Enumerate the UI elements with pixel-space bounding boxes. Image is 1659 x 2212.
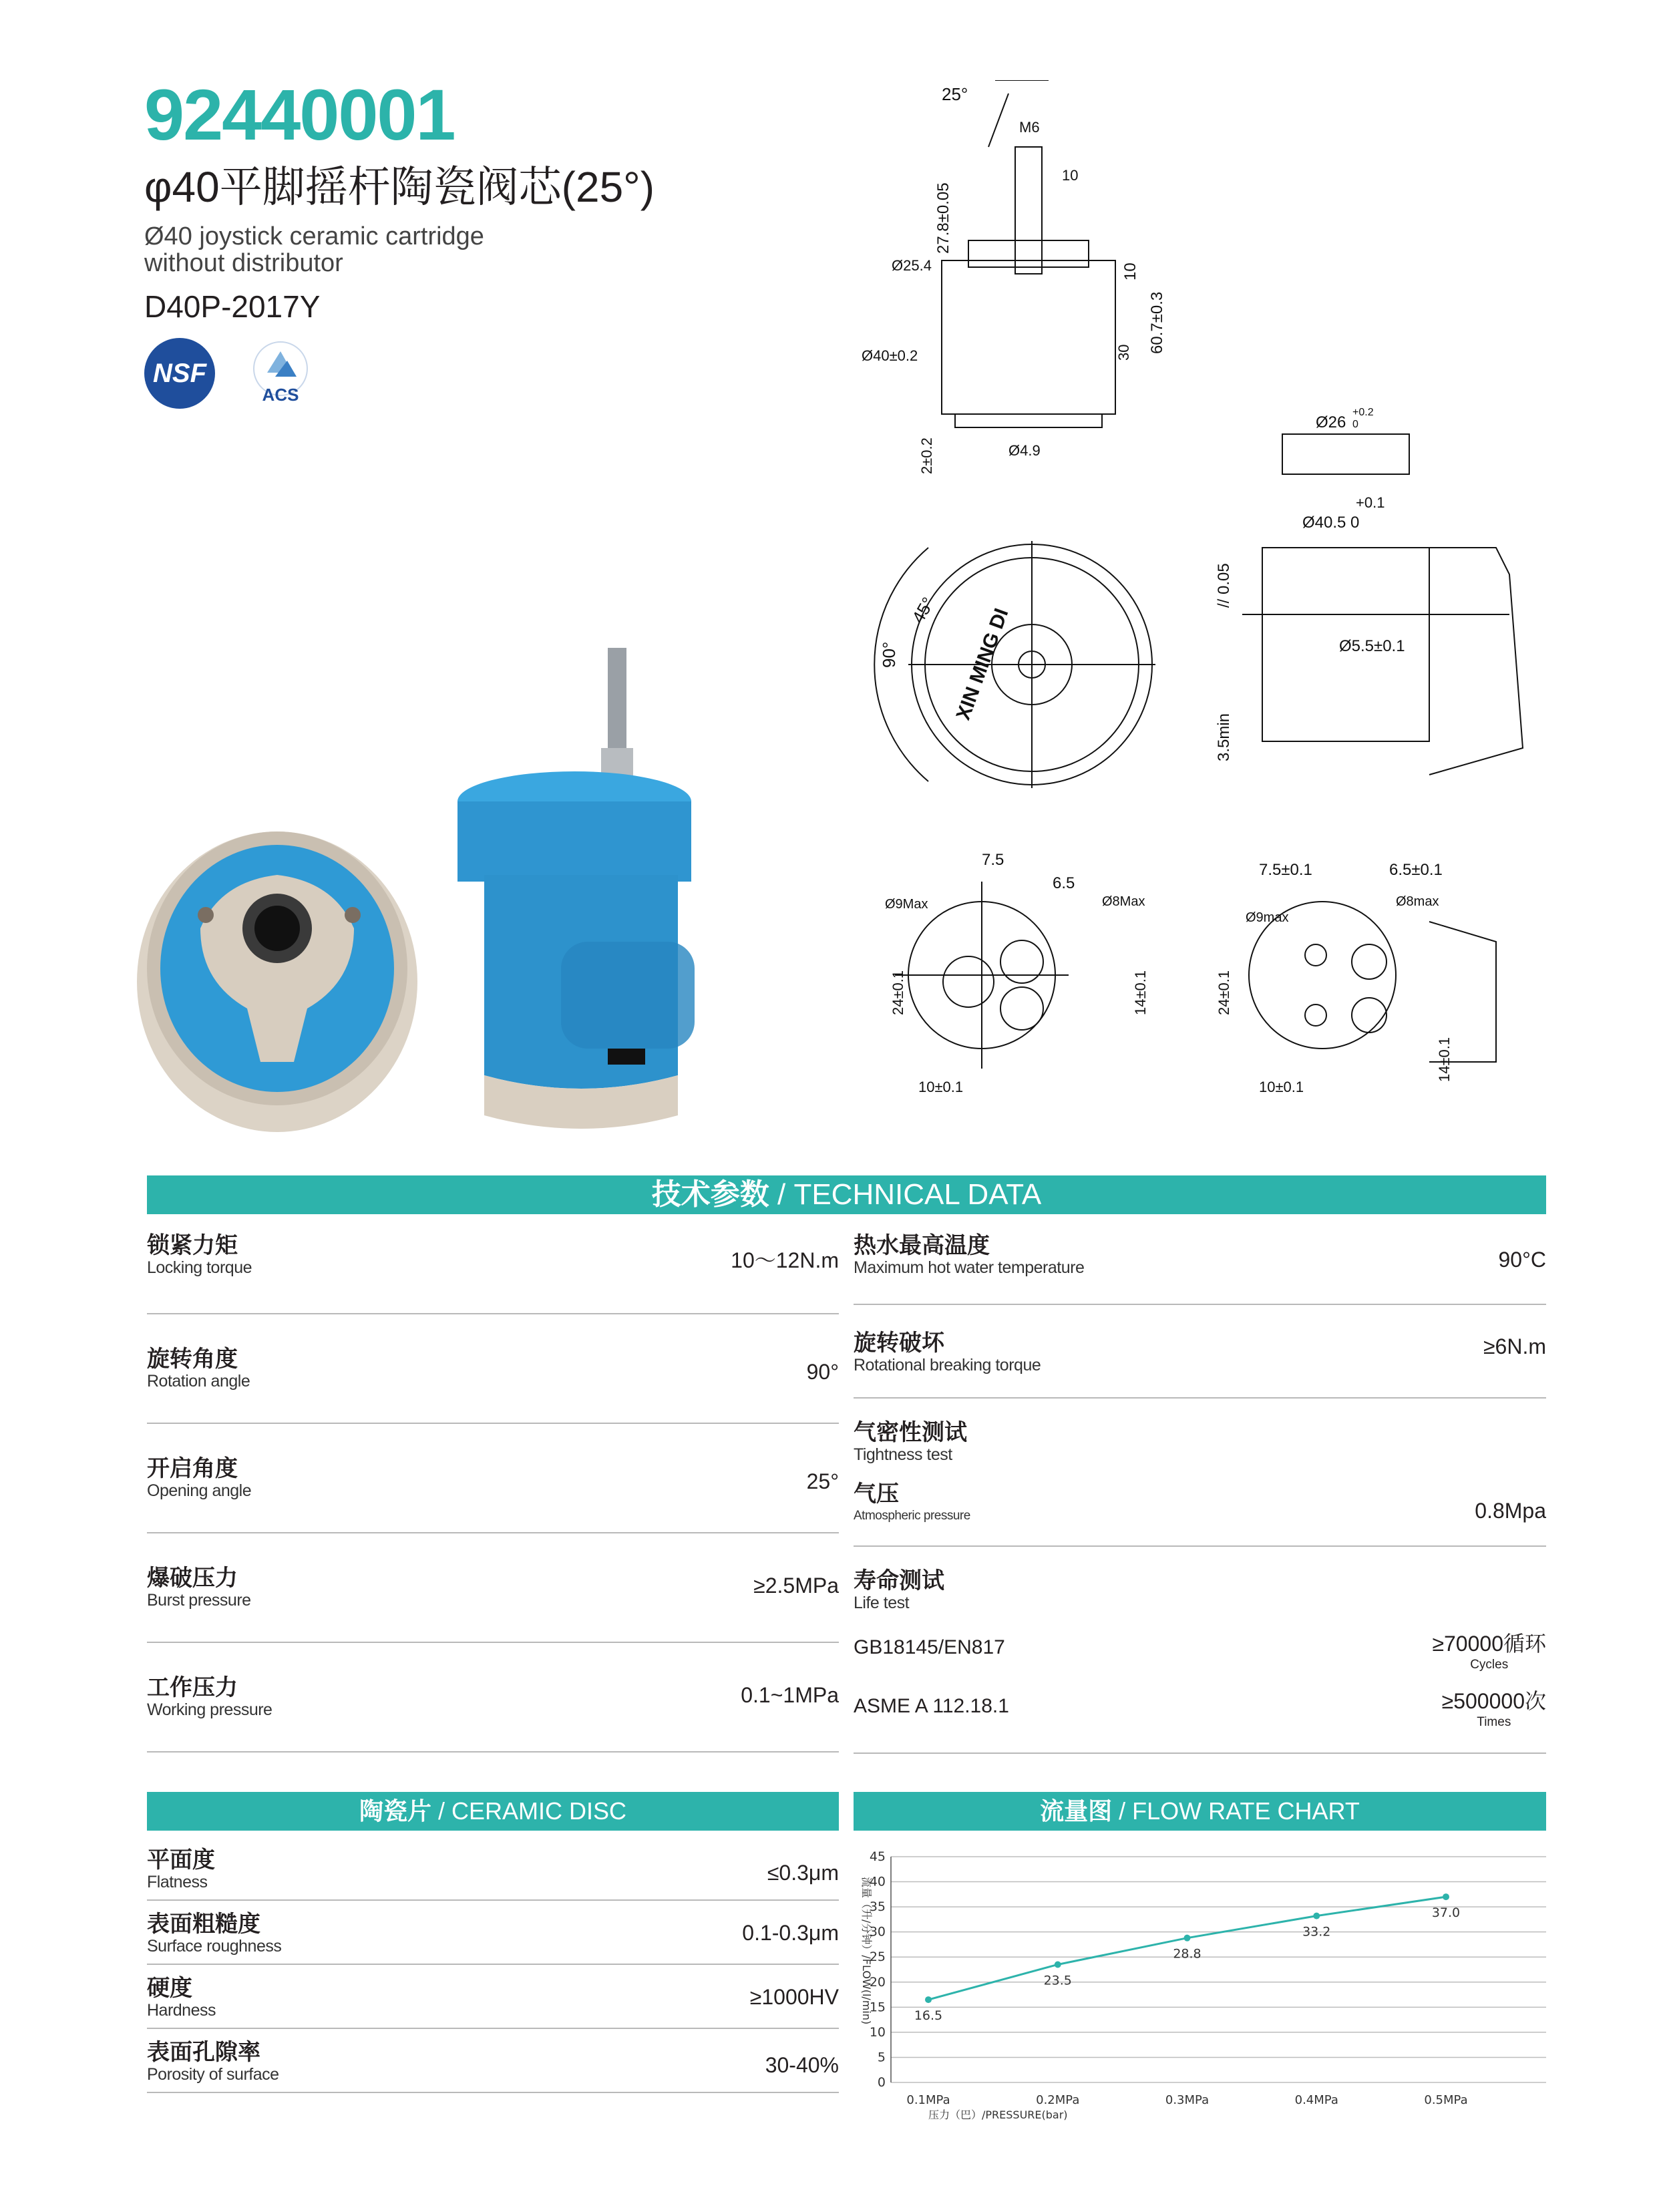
ceramic-label-cn: 平面度 <box>147 1847 215 1873</box>
ceramic-row-hardness <box>147 1965 839 2028</box>
chart-y-tick-label: 0 <box>877 2075 886 2090</box>
ceramic-disc-band-en: CERAMIC DISC <box>451 1797 627 1825</box>
ceramic-value: 0.1-0.3μm <box>742 1921 839 1945</box>
tech-sublabel-en: Atmospheric pressure <box>854 1509 970 1523</box>
bottom-9max: Ø9Max <box>885 897 928 912</box>
life-test-standard-asme: ASME A 112.18.1 <box>854 1695 1009 1717</box>
product-title-cn: φ40平脚摇杆陶瓷阀芯(25°) <box>144 163 655 211</box>
tech-row-locking-torque <box>147 1233 839 1313</box>
bottom-8max: Ø8Max <box>1102 894 1145 909</box>
technical-data-band-en: TECHNICAL DATA <box>793 1178 1042 1211</box>
tech-row-tightness-test <box>854 1399 1546 1545</box>
chart-data-label: 33.2 <box>1302 1924 1331 1940</box>
chart-y-tick-label: 20 <box>869 1974 886 1990</box>
ceramic-label-en: Porosity of surface <box>147 2065 279 2084</box>
product-title-en-line2: without distributor <box>144 249 343 277</box>
tech-left-column <box>147 1233 839 1753</box>
tech-label-cn: 工作压力 <box>147 1675 238 1700</box>
chart-data-label: 23.5 <box>1043 1973 1072 1988</box>
bottom-7-5: 7.5 <box>982 851 1004 869</box>
nsf-logo <box>144 338 215 409</box>
bottom-6-5: 6.5 <box>1053 874 1075 892</box>
nsf-logo-text: NSF <box>153 359 206 388</box>
tech-row-burst-pressure <box>147 1533 839 1642</box>
chart-y-tick-label: 5 <box>877 2050 886 2065</box>
tech-label-cn: 锁紧力矩 <box>147 1233 238 1258</box>
chart-point <box>1055 1961 1061 1968</box>
brand-mark: XIN MING DI <box>952 605 1013 723</box>
tech-label-cn: 寿命测试 <box>854 1568 944 1594</box>
tech-label-cn: 爆破压力 <box>147 1565 238 1591</box>
seat-26: Ø26 <box>1316 413 1346 431</box>
chart-x-tick-label: 0.4MPa <box>1294 2093 1338 2107</box>
chart-point <box>1313 1913 1320 1919</box>
ceramic-row-flatness <box>147 1847 839 1899</box>
seat-hole-24: 24±0.1 <box>1216 970 1232 1015</box>
dim-45deg: 45° <box>908 593 938 626</box>
product-title-en-line1: Ø40 joystick ceramic cartridge <box>144 222 484 250</box>
seat-5-5: Ø5.5±0.1 <box>1339 637 1405 655</box>
tech-value: 0.8Mpa <box>1475 1499 1546 1523</box>
chart-y-tick-label: 10 <box>869 2024 886 2040</box>
tech-label-en: Opening angle <box>147 1481 252 1500</box>
ceramic-disc-table <box>147 1847 839 2093</box>
product-photos <box>134 634 801 1142</box>
ceramic-value: ≥1000HV <box>749 1985 839 2009</box>
seat-tol-01: +0.1 <box>1356 494 1385 511</box>
life-test-asme-times: ≥500000次 <box>1441 1689 1546 1713</box>
tech-label-en: Locking torque <box>147 1258 252 1277</box>
tech-value: 25° <box>806 1469 839 1493</box>
technical-data-band: 技术参数 / TECHNICAL DATA <box>147 1175 1546 1214</box>
tech-value: 90° <box>806 1360 839 1384</box>
model-number: 92440001 <box>144 74 455 155</box>
chart-y-tick-label: 30 <box>869 1924 886 1940</box>
seat-hole-10: 10±0.1 <box>1259 1079 1304 1095</box>
product-code: D40P-2017Y <box>144 289 321 324</box>
chart-x-axis-label: 压力（巴）/PRESSURE(bar) <box>928 2108 1068 2121</box>
tech-label-cn: 热水最高温度 <box>854 1233 990 1258</box>
flow-rate-band-cn: 流量图 <box>1040 1797 1113 1825</box>
dim-30: 30 <box>1115 344 1132 361</box>
tech-label-en: Tightness test <box>854 1445 952 1464</box>
tech-row-max-temperature <box>854 1233 1546 1304</box>
chart-y-tick-label: 35 <box>869 1899 886 1915</box>
ceramic-label-en: Flatness <box>147 1873 208 1891</box>
chart-y-tick-label: 45 <box>869 1849 886 1864</box>
dim-10a: 10 <box>1062 167 1079 184</box>
chart-x-tick-label: 0.5MPa <box>1424 2093 1468 2107</box>
dim-27-8: 27.8±0.05 <box>934 182 952 254</box>
ceramic-label-cn: 表面孔隙率 <box>147 2040 260 2065</box>
bottom-24: 24±0.1 <box>890 970 906 1015</box>
ceramic-value: 30-40% <box>765 2053 839 2077</box>
bottom-14: 14±0.1 <box>1132 970 1149 1015</box>
dim-2: 2±0.2 <box>918 437 935 474</box>
ceramic-label-en: Surface roughness <box>147 1937 282 1956</box>
tech-label-en: Life test <box>854 1594 910 1612</box>
tech-label-en: Maximum hot water temperature <box>854 1258 1085 1277</box>
chart-x-tick-label: 0.2MPa <box>1036 2093 1080 2107</box>
tech-value: 0.1~1MPa <box>741 1683 839 1707</box>
tech-value: ≥2.5MPa <box>753 1574 839 1598</box>
chart-y-tick-label: 25 <box>869 1950 886 1965</box>
chart-data-label: 28.8 <box>1173 1946 1202 1962</box>
dim-10b: 10 <box>1121 262 1139 281</box>
product-title-en <box>144 223 484 276</box>
seat-3-5min: 3.5min <box>1215 713 1233 761</box>
tech-row-life-test <box>854 1547 1546 1753</box>
bottom-10: 10±0.1 <box>918 1079 964 1095</box>
tech-label-en: Rotational breaking torque <box>854 1356 1041 1374</box>
chart-point <box>925 1996 932 2003</box>
seat-hole-9max: Ø9max <box>1246 910 1289 925</box>
dim-25-4: Ø25.4 <box>892 257 932 274</box>
life-test-gb-value <box>1432 1627 1546 1672</box>
ceramic-row-porosity <box>147 2029 839 2092</box>
tech-row-rotation-angle <box>147 1314 839 1423</box>
tech-row-working-pressure <box>147 1643 839 1751</box>
dim-40: Ø40±0.2 <box>862 347 918 364</box>
tech-label-en: Rotation angle <box>147 1372 250 1391</box>
flow-rate-band-en: FLOW RATE CHART <box>1132 1797 1360 1825</box>
tech-row-breaking-torque <box>854 1305 1546 1397</box>
chart-point <box>1443 1893 1449 1900</box>
flow-rate-chart <box>854 1843 1546 2131</box>
chart-data-label: 37.0 <box>1431 1905 1461 1921</box>
technical-drawings <box>855 80 1556 1122</box>
acs-logo-text: ACS <box>262 385 299 405</box>
dim-4-9: Ø4.9 <box>1008 442 1041 459</box>
divider <box>147 1751 839 1753</box>
tech-label-cn: 开启角度 <box>147 1456 238 1481</box>
chart-x-ticks <box>906 2093 1467 2107</box>
life-test-gb-unit: Cycles <box>1470 1658 1509 1672</box>
seat-section-drawing <box>1242 434 1523 775</box>
seat-parallel: // 0.05 <box>1215 563 1233 608</box>
tech-label-cn: 旋转破坏 <box>854 1330 944 1356</box>
tech-row-opening-angle <box>147 1424 839 1532</box>
life-test-gb-cycles: ≥70000循环 <box>1432 1632 1546 1656</box>
tech-value: 10～12N.m <box>731 1248 839 1272</box>
top-view-drawing <box>874 541 1155 788</box>
tech-label-en: Burst pressure <box>147 1591 251 1610</box>
ceramic-disc-band: 陶瓷片 / CERAMIC DISC <box>147 1792 839 1831</box>
ceramic-label-cn: 表面粗糙度 <box>147 1911 260 1937</box>
ceramic-row-roughness <box>147 1901 839 1964</box>
seat-hole-8max: Ø8max <box>1396 894 1439 909</box>
chart-x-tick-label: 0.1MPa <box>906 2093 950 2107</box>
divider <box>147 2092 839 2093</box>
seat-26-tol-up: +0.2 <box>1352 407 1374 418</box>
tech-value: 90°C <box>1498 1248 1546 1272</box>
tech-label-cn: 气密性测试 <box>854 1420 967 1445</box>
tech-label-en: Working pressure <box>147 1700 272 1719</box>
acs-logo-art <box>240 334 321 414</box>
chart-point <box>1184 1935 1191 1942</box>
seat-hole-14: 14±0.1 <box>1436 1037 1453 1082</box>
chart-y-tick-label: 15 <box>869 2000 886 2015</box>
ceramic-value: ≤0.3μm <box>767 1861 839 1885</box>
acs-logo <box>240 334 321 414</box>
ceramic-label-cn: 硬度 <box>147 1976 192 2001</box>
ceramic-disc-band-cn: 陶瓷片 <box>359 1797 431 1825</box>
life-test-standard-gb: GB18145/EN817 <box>854 1636 1005 1658</box>
dim-m6: M6 <box>1019 119 1040 136</box>
cartridge-bottom-photo <box>137 832 417 1132</box>
chart-x-tick-label: 0.3MPa <box>1165 2093 1210 2107</box>
life-test-asme-value <box>1442 1684 1546 1730</box>
dim-90deg: 90° <box>879 641 899 668</box>
seat-40-5: Ø40.5 0 <box>1302 514 1360 532</box>
tech-sublabel-cn: 气压 <box>854 1481 899 1507</box>
flow-rate-band: 流量图 / FLOW RATE CHART <box>854 1792 1546 1831</box>
cartridge-side-photo <box>457 648 695 1129</box>
chart-y-axis-label: 流量（升/分钟）/FLOW(l/min) <box>860 1877 873 2025</box>
tech-value: ≥6N.m <box>1483 1334 1546 1358</box>
tech-label-cn: 旋转角度 <box>147 1346 238 1372</box>
ceramic-label-en: Hardness <box>147 2001 216 2020</box>
tech-right-column <box>854 1233 1546 1754</box>
chart-grid <box>891 1857 1546 2082</box>
life-test-asme-unit: Times <box>1477 1715 1511 1729</box>
chart-data-label: 16.5 <box>914 2008 943 2024</box>
seat-26-tol-dn: 0 <box>1352 419 1358 430</box>
chart-value-labels <box>914 1905 1460 2023</box>
seat-hole-7-5: 7.5±0.1 <box>1259 861 1312 879</box>
seat-hole-drawing <box>1249 902 1496 1062</box>
dim-60-7: 60.7±0.3 <box>1148 291 1166 354</box>
chart-y-tick-label: 40 <box>869 1874 886 1889</box>
divider <box>854 1753 1546 1754</box>
seat-hole-6-5: 6.5±0.1 <box>1389 861 1443 879</box>
dim-angle-25: 25° <box>942 84 968 104</box>
technical-data-band-cn: 技术参数 <box>651 1178 769 1211</box>
